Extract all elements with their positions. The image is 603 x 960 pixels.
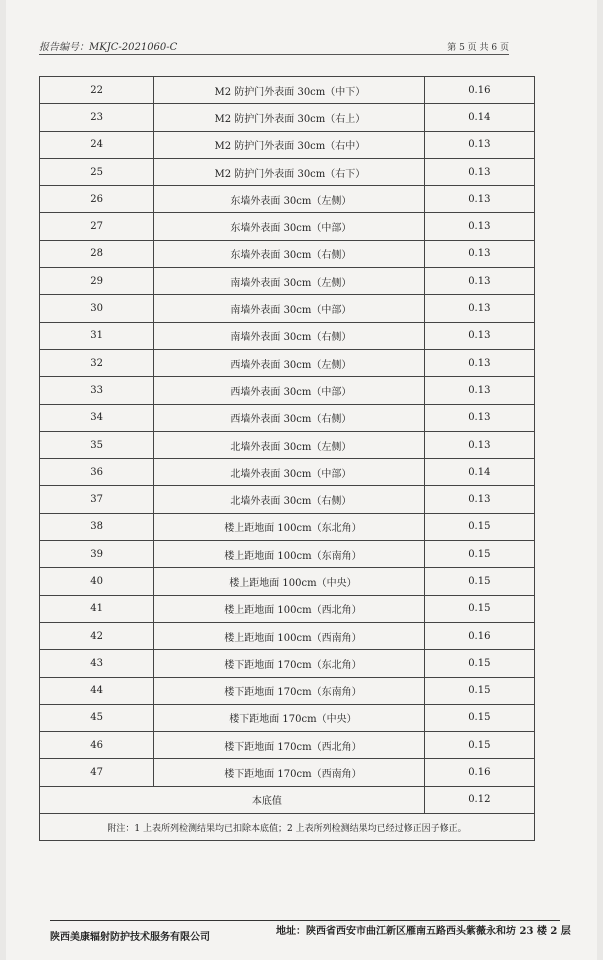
measurement-value: 0.13 [424,486,534,513]
table-row [40,322,535,349]
measurement-value: 0.13 [424,240,534,267]
table-row [40,213,535,240]
measurement-location: 楼下距地面 170cm（中央） [154,704,425,731]
row-number: 28 [40,240,154,267]
report-page [6,0,597,960]
measurement-location: 西墙外表面 30cm（中部） [154,377,425,404]
table-row [40,295,535,322]
measurement-location: 楼下距地面 170cm（东北角） [154,650,425,677]
measurement-location: 楼下距地面 170cm（东南角） [154,677,425,704]
row-number: 41 [40,595,154,622]
measurement-value: 0.13 [424,213,534,240]
table-note: 附注：1 上表所列检测结果均已扣除本底值；2 上表所列检测结果均已经过修正因子修正。 [40,814,535,841]
row-number: 27 [40,213,154,240]
measurement-value: 0.16 [424,622,534,649]
row-number: 36 [40,459,154,486]
row-number: 29 [40,268,154,295]
report-number: 报告编号：MKJC-2021060-C [39,38,509,55]
row-number: 22 [40,77,154,104]
row-number: 42 [40,622,154,649]
measurement-location: 楼下距地面 170cm（西南角） [154,759,425,786]
table-row [40,431,535,458]
table-row [40,240,535,267]
row-number: 26 [40,186,154,213]
table-row [40,677,535,704]
table-row [40,349,535,376]
measurement-location: 北墙外表面 30cm（左侧） [154,431,425,458]
measurement-table [39,76,535,841]
measurement-value: 0.13 [424,404,534,431]
measurement-location: 楼上距地面 100cm（东北角） [154,513,425,540]
measurement-location: 楼上距地面 100cm（西南角） [154,622,425,649]
measurement-value: 0.15 [424,541,534,568]
measurement-location: 南墙外表面 30cm（左侧） [154,268,425,295]
row-number: 44 [40,677,154,704]
measurement-location: 东墙外表面 30cm（右侧） [154,240,425,267]
row-number: 25 [40,158,154,185]
measurement-location: 南墙外表面 30cm（中部） [154,295,425,322]
measurement-location: M2 防护门外表面 30cm（右上） [154,104,425,131]
table-row [40,268,535,295]
measurement-value: 0.15 [424,513,534,540]
row-number: 34 [40,404,154,431]
measurement-location: 北墙外表面 30cm（右侧） [154,486,425,513]
table-row [40,404,535,431]
measurement-location: 西墙外表面 30cm（左侧） [154,349,425,376]
row-number: 31 [40,322,154,349]
footer-address: 地址：陕西省西安市曲江新区雁南五路西头紫薇永和坊 23 楼 2 层 [276,926,571,937]
row-number: 33 [40,377,154,404]
table-row [40,704,535,731]
row-number: 46 [40,732,154,759]
measurement-value: 0.13 [424,295,534,322]
table-row [40,186,535,213]
background-value: 0.12 [424,786,534,813]
row-number: 45 [40,704,154,731]
measurement-location: 东墙外表面 30cm（中部） [154,213,425,240]
measurement-location: M2 防护门外表面 30cm（中下） [154,77,425,104]
measurement-value: 0.13 [424,131,534,158]
row-number: 32 [40,349,154,376]
row-number: 35 [40,431,154,458]
table-row [40,595,535,622]
measurement-location: 楼上距地面 100cm（东南角） [154,541,425,568]
row-number: 43 [40,650,154,677]
measurement-value: 0.13 [424,158,534,185]
measurement-value: 0.13 [424,431,534,458]
measurement-value: 0.13 [424,349,534,376]
measurement-location: 西墙外表面 30cm（右侧） [154,404,425,431]
measurement-value: 0.13 [424,186,534,213]
table-row [40,759,535,786]
measurement-value: 0.16 [424,759,534,786]
measurement-location: M2 防护门外表面 30cm（右下） [154,158,425,185]
table-row [40,650,535,677]
measurement-value: 0.15 [424,677,534,704]
table-row [40,77,535,104]
row-number: 38 [40,513,154,540]
table-row [40,486,535,513]
measurement-location: 东墙外表面 30cm（左侧） [154,186,425,213]
measurement-location: 楼上距地面 100cm（西北角） [154,595,425,622]
row-number: 40 [40,568,154,595]
page-number: 第 5 页 共 6 页 [447,43,509,53]
measurement-value: 0.13 [424,268,534,295]
footer-company: 陕西美康辐射防护技术服务有限公司 [50,932,210,943]
table-row [40,541,535,568]
table-row [40,459,535,486]
measurement-value: 0.13 [424,322,534,349]
measurement-value: 0.15 [424,595,534,622]
table-row [40,513,535,540]
measurement-value: 0.13 [424,377,534,404]
footer-divider [50,920,560,921]
measurement-location: 楼下距地面 170cm（西北角） [154,732,425,759]
measurement-location: M2 防护门外表面 30cm（右中） [154,131,425,158]
row-number: 47 [40,759,154,786]
table-row [40,377,535,404]
table-row [40,131,535,158]
background-row [40,786,535,813]
table-row [40,104,535,131]
measurement-value: 0.14 [424,459,534,486]
table-row [40,732,535,759]
measurement-value: 0.14 [424,104,534,131]
measurement-location: 北墙外表面 30cm（中部） [154,459,425,486]
row-number: 30 [40,295,154,322]
measurement-location: 南墙外表面 30cm（右侧） [154,322,425,349]
measurement-value: 0.15 [424,704,534,731]
measurement-value: 0.15 [424,568,534,595]
table-row [40,568,535,595]
note-row [40,814,535,841]
row-number: 37 [40,486,154,513]
background-label: 本底值 [40,786,425,813]
table-row [40,622,535,649]
row-number: 23 [40,104,154,131]
measurement-value: 0.15 [424,650,534,677]
measurement-value: 0.16 [424,77,534,104]
table-row [40,158,535,185]
measurement-value: 0.15 [424,732,534,759]
row-number: 24 [40,131,154,158]
row-number: 39 [40,541,154,568]
measurement-location: 楼上距地面 100cm（中央） [154,568,425,595]
